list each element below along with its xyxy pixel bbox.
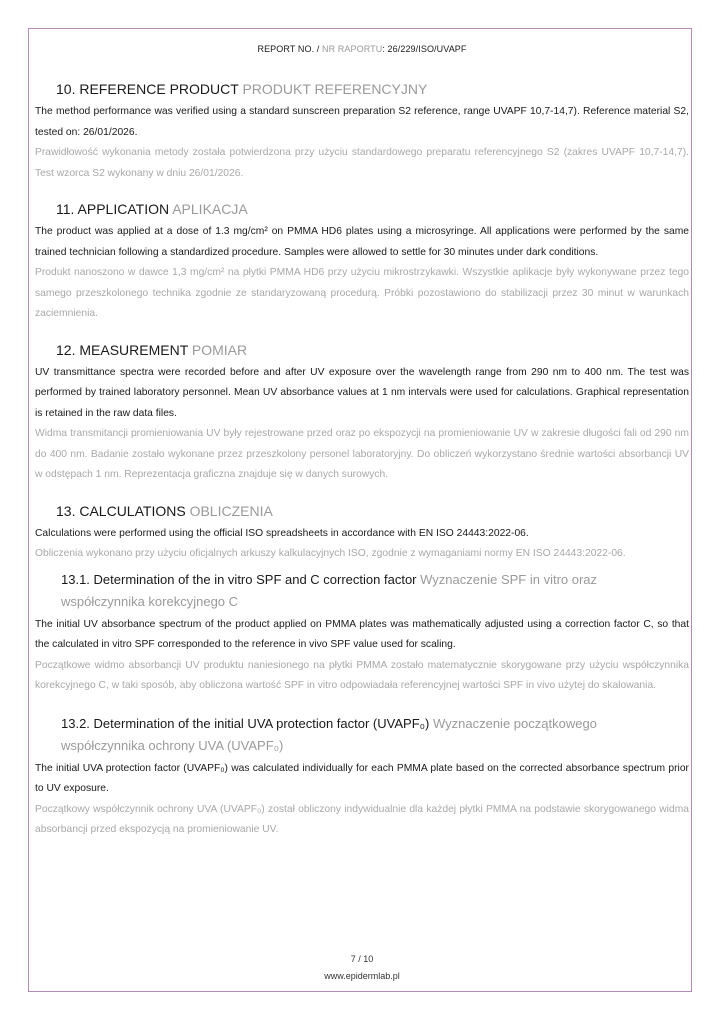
section-title-pl: OBLICZENIA — [189, 502, 273, 519]
subsection-title-pl-a: Wyznaczenie początkowego — [432, 715, 597, 731]
page-footer — [0, 951, 724, 985]
page-number: 7 / 10 — [350, 954, 374, 964]
section-13-heading — [56, 502, 689, 520]
report-number: : 26/229/ISO/UVAPF — [382, 44, 467, 54]
report-label-en: REPORT NO. / — [257, 44, 320, 54]
section-11-heading — [56, 200, 689, 218]
document-body — [35, 80, 689, 841]
section-title-en: 12. MEASUREMENT — [56, 341, 188, 358]
section-title-pl: PRODUKT REFERENCYJNY — [242, 81, 428, 97]
section-title-pl: APLIKACJA — [172, 201, 248, 217]
subsection-title-pl-b: współczynnika ochrony UVA (UVAPF₀) — [61, 737, 284, 753]
section-12-text-en: UV transmittance spectra were recorded before and after UV exposure over the wavelength range from 290 nm to 400 nm. The test was performed by trained laboratory personnel. Mean UV absorbance values at 1 nm intervals were used for calculations. Graphical representation is retained in the raw data files. — [35, 366, 689, 419]
section-13-text-en: Calculations were performed using the official ISO spreadsheets in accordance with EN ISO 24443:2022-06. — [35, 527, 529, 539]
subsection-13-2-text-pl: Początkowy współczynnik ochrony UVA (UVAPF₀) został obliczony indywidualnie dla każdej płytki PMMA na podstawie skorygowanego widma absorbancji przed ekspozycją na promieniowanie UV. — [35, 803, 689, 835]
section-title-en: 11. APPLICATION — [56, 201, 170, 217]
section-11-text-en: The product was applied at a dose of 1.3 mg/cm² on PMMA HD6 plates using a microsyringe. All applications were performed by the same trained technician following a standardized procedure. Samples were allowed to settle for 30 minutes under dark conditions. — [35, 226, 689, 258]
section-title-en: 13. CALCULATIONS — [56, 502, 186, 519]
subsection-13-1-text-en: The initial UV absorbance spectrum of the product applied on PMMA plates was mathematically adjusted using a correction factor C, so that the calculated in vitro SPF corresponded to the reference in vivo SPF value used for scaling. — [35, 618, 689, 650]
subsection-13-1-heading — [61, 569, 689, 613]
section-title-en: 10. REFERENCE PRODUCT — [56, 81, 239, 97]
section-13-text-pl: Obliczenia wykonano przy użyciu oficjalnych arkuszy kalkulacyjnych ISO, zgodnie z wymaganiami normy EN ISO 24443:2022-06. — [35, 548, 626, 559]
section-12-heading — [56, 341, 689, 359]
section-10-text-pl: Prawidłowość wykonania metody została potwierdzona przy użyciu standardowego preparatu referencyjnego S2 (zakres UVAPF 10,7-14,7). Test wzorca S2 wykonany w dniu 26/01/2026. — [35, 147, 689, 179]
website-link[interactable]: www.epidermlab.pl — [324, 971, 400, 981]
section-10-text-en: The method performance was verified using a standard sunscreen preparation S2 reference, range UVAPF 10,7-14,7). Reference material S2, tested on: 26/01/2026. — [35, 106, 689, 138]
subsection-title-pl-b: współczynnika korekcyjnego C — [61, 593, 239, 609]
subsection-13-2-text-en: The initial UVA protection factor (UVAPF₀) was calculated individually for each PMMA plate based on the corrected absorbance spectrum prior to UV exposure. — [35, 762, 689, 794]
section-10-heading — [56, 80, 689, 98]
section-12-text-pl: Widma transmitancji promieniowania UV były rejestrowane przed oraz po ekspozycji na promieniowanie UV w zakresie długości fali od 290 nm do 400 nm. Badanie zostało wykonane przez przeszkolony personel laboratoryjny. Do obliczeń wykorzystano średnie wartości absorbancji UV w odstępach 1 nm. Reprezentacja graficzna znajduje się w danych surowych. — [35, 428, 689, 480]
subsection-13-2-heading — [61, 713, 689, 757]
section-title-pl: POMIAR — [191, 341, 248, 358]
subsection-13-1-text-pl: Początkowe widmo absorbancji UV produktu naniesionego na płytki PMMA zostało matematycznie skorygowane przy użyciu współczynnika korekcyjnego C, w taki sposób, aby obliczona wartość SPF in vitro odpowiadała referencyjnej wartości SPF in vivo użytej do skalowania. — [35, 659, 689, 691]
subsection-title-pl-a: Wyznaczenie SPF in vitro oraz — [420, 571, 598, 587]
section-11-text-pl: Produkt nanoszono w dawce 1,3 mg/cm² na płytki PMMA HD6 przy użyciu mikrostrzykawki. Wszystkie aplikacje były wykonywane przez tego samego przeszkolonego technika zgodnie ze standaryzowaną procedurą. Próbki pozostawiono do stabilizacji przez 30 minut w warunkach zaciemnienia. — [35, 267, 689, 319]
report-label-pl: NR RAPORTU — [321, 44, 383, 54]
subsection-title-en: 13.2. Determination of the initial UVA protection factor (UVAPF₀) — [61, 715, 430, 731]
subsection-title-en: 13.1. Determination of the in vitro SPF and C correction factor — [61, 571, 417, 587]
report-header — [0, 44, 724, 54]
